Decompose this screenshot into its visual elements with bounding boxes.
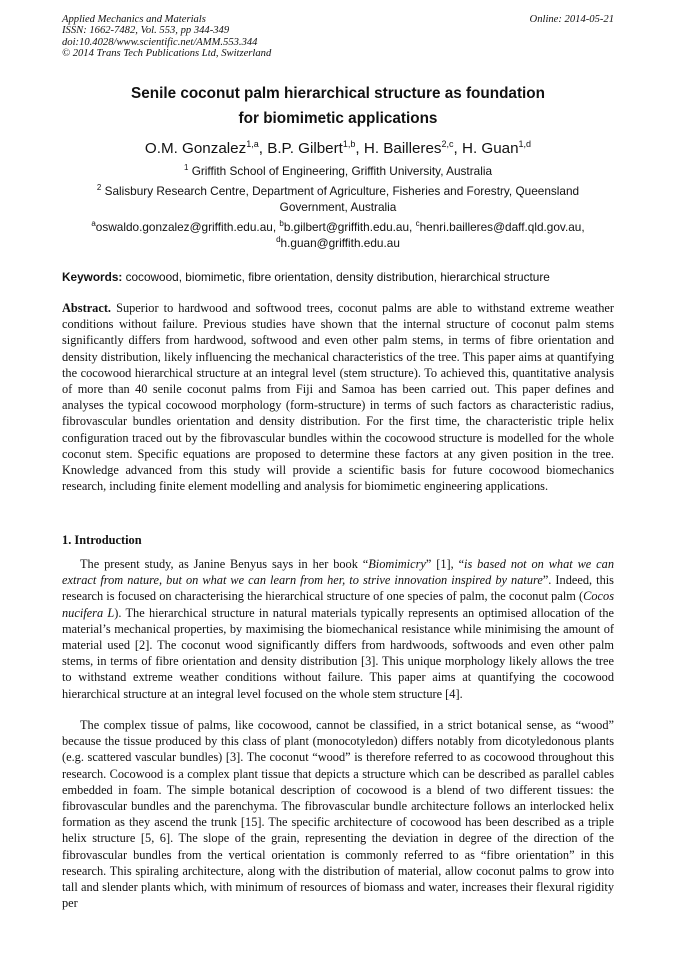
affiliation-1-text: Griffith School of Engineering, Griffith University, Australia	[191, 164, 493, 178]
author-affil-sup: 1,a	[246, 139, 259, 149]
email-d-sup: d	[276, 235, 281, 244]
issn-line: ISSN: 1662-7482, Vol. 553, pp 344-349	[62, 25, 230, 37]
author-affil-sup: 1,b	[342, 139, 356, 149]
intro-p1-text: ). The hierarchical structure in natural materials typically represents an optimised allocation of the material’s mechanical properties, by maximising the biomechanical resistance while minimising the amount of material used [2]. The coconut wood significantly differs from hardwoods, softwoods and even other palm stems, in terms of fibre orientation and density distribution [3]. This unique morphology likely allows the tree to withstand extreme weather conditions without failure. This paper aims at quantifying the cocowood hierarchical structure at an integral level focused on the whole stem structure [4].	[62, 605, 614, 701]
affiliation-2	[62, 183, 614, 215]
author-name: H. Bailleres	[363, 140, 442, 157]
author-affil-sup: 1,d	[518, 139, 532, 149]
author-separator: ,	[453, 140, 462, 157]
intro-paragraph-2: The complex tissue of palms, like cocowood, cannot be classified, in a strict botanical sense, as “wood” because the tissue produced by this class of plant (monocotyledon) differs notably from dicotyledonous plants (e.g. scattered vascular bundles) [3]. The coconut “wood” is therefore referred to as cocowood throughout this research. Cocowood is a complex plant tissue that depicts a structure which can be described as parallel cables embedded in foam. The simple botanical description of cocowood is a blend of two different tissues: the fibrovascular bundles and the parenchyma. The fibrovascular bundle architecture follows an interlocked helix formation as they ascend the trunk [15]. The specific architecture of cocowood has been described as a triple helix structure [5, 6]. The slope of the grain, representing the deviation in degree of the direction of the fibrovascular bundles from the vertical orientation is commonly referred to as “fibre orientation” in this research. This spiraling architecture, along with the distribution of material, allow coconut palms to grow into tall and slender plants which, with minimum of resources of biomass and water, increases their flexural rigidity per	[62, 718, 614, 911]
email-d: h.guan@griffith.edu.au	[280, 236, 400, 250]
section-heading-introduction: 1. Introduction	[62, 533, 142, 547]
intro-p1-species: Cocos nucifera L	[62, 589, 614, 620]
abstract-text: Superior to hardwood and softwood trees, coconut palms are able to withstand extreme weather conditions without failure. Previous studies have shown that the internal structure of coconut palm stems significantly differs from hardwood, softwood and even other palm stems, in terms of fibre orientation and density distribution, likely influencing the mechanical characteristics of the tree. This paper aims at quantifying the cocowood hierarchical structure at an integral level (stem structure). To achieved this, quantitative analysis of more than 40 senile coconut palms from Fiji and Samoa has been carried out. This paper defines and analyses the typical cocowood morphology (form-structure) in terms of such factors as characteristic radius, fibrovascular bundles orientation and density distribution. For the first time, the characteristic triple helix configuration traced out by the fibrovascular bundles within the cocowood structure is modelled for the whole coconut stem. Specific equations are proposed to determine these factors at any given position in the tree. Knowledge advanced from this study will provide a scientific basis for future cocowood biomechanics research, including finite element modelling and analysis for biomimetic engineering applications.	[62, 301, 614, 494]
email-a-sup: a	[91, 219, 96, 228]
email-b-sup: b	[279, 219, 284, 228]
email-a: oswaldo.gonzalez@griffith.edu.au,	[95, 220, 280, 234]
intro-p1-quote: is based not on what we can extract from nature, but on what we can learn from her, to strive innovation inspired by nature	[62, 557, 614, 588]
intro-p1-text: ” [1], “	[425, 557, 465, 571]
author-affil-sup: 2,c	[441, 139, 454, 149]
paper-title	[62, 81, 614, 131]
affiliation-2-line-1: Salisbury Research Centre, Department of Agriculture, Fisheries and Forestry, Queensland	[104, 184, 580, 198]
affiliation-2-line-2: Government, Australia	[279, 200, 397, 214]
abstract	[62, 300, 614, 494]
doi-line: doi:10.4028/www.scientific.net/AMM.553.344	[62, 36, 258, 48]
abstract-label: Abstract.	[62, 301, 112, 315]
intro-p1-text: The present study, as Janine Benyus says in her book “	[80, 557, 369, 571]
email-c: henri.bailleres@daff.qld.gov.au,	[419, 220, 585, 234]
intro-paragraph-1	[62, 556, 614, 702]
journal-name: Applied Mechanics and Materials	[62, 14, 206, 25]
email-b: b.gilbert@griffith.edu.au,	[283, 220, 416, 234]
author-emails	[62, 219, 614, 251]
affiliation-1	[62, 163, 614, 179]
affiliation-2-sup: 2	[96, 183, 102, 192]
author-name: H. Guan	[461, 140, 519, 157]
author-name: B.P. Gilbert	[267, 140, 343, 157]
author-separator: ,	[258, 140, 268, 157]
online-date: Online: 2014-05-21	[529, 14, 614, 25]
author-list	[62, 139, 614, 159]
intro-p1-book: Biomimicry	[368, 557, 426, 571]
affiliation-1-sup: 1	[183, 163, 189, 172]
title-line-1: Senile coconut palm hierarchical structure as foundation	[131, 85, 545, 102]
keywords-text: cocowood, biomimetic, fibre orientation, density distribution, hierarchical structure	[122, 270, 550, 284]
journal-header	[62, 14, 482, 60]
keywords-label: Keywords:	[62, 270, 123, 284]
copyright-line: © 2014 Trans Tech Publications Ltd, Switzerland	[62, 48, 272, 60]
email-c-sup: c	[415, 219, 420, 228]
intro-p1-text: ”. Indeed, this research is focused on characterising the hierarchical structure of one species of palm, the coconut palm (	[62, 573, 614, 604]
title-line-2: for biomimetic applications	[238, 110, 438, 127]
author-separator: ,	[355, 140, 364, 157]
keywords	[62, 269, 614, 285]
author-name: O.M. Gonzalez	[144, 140, 247, 157]
